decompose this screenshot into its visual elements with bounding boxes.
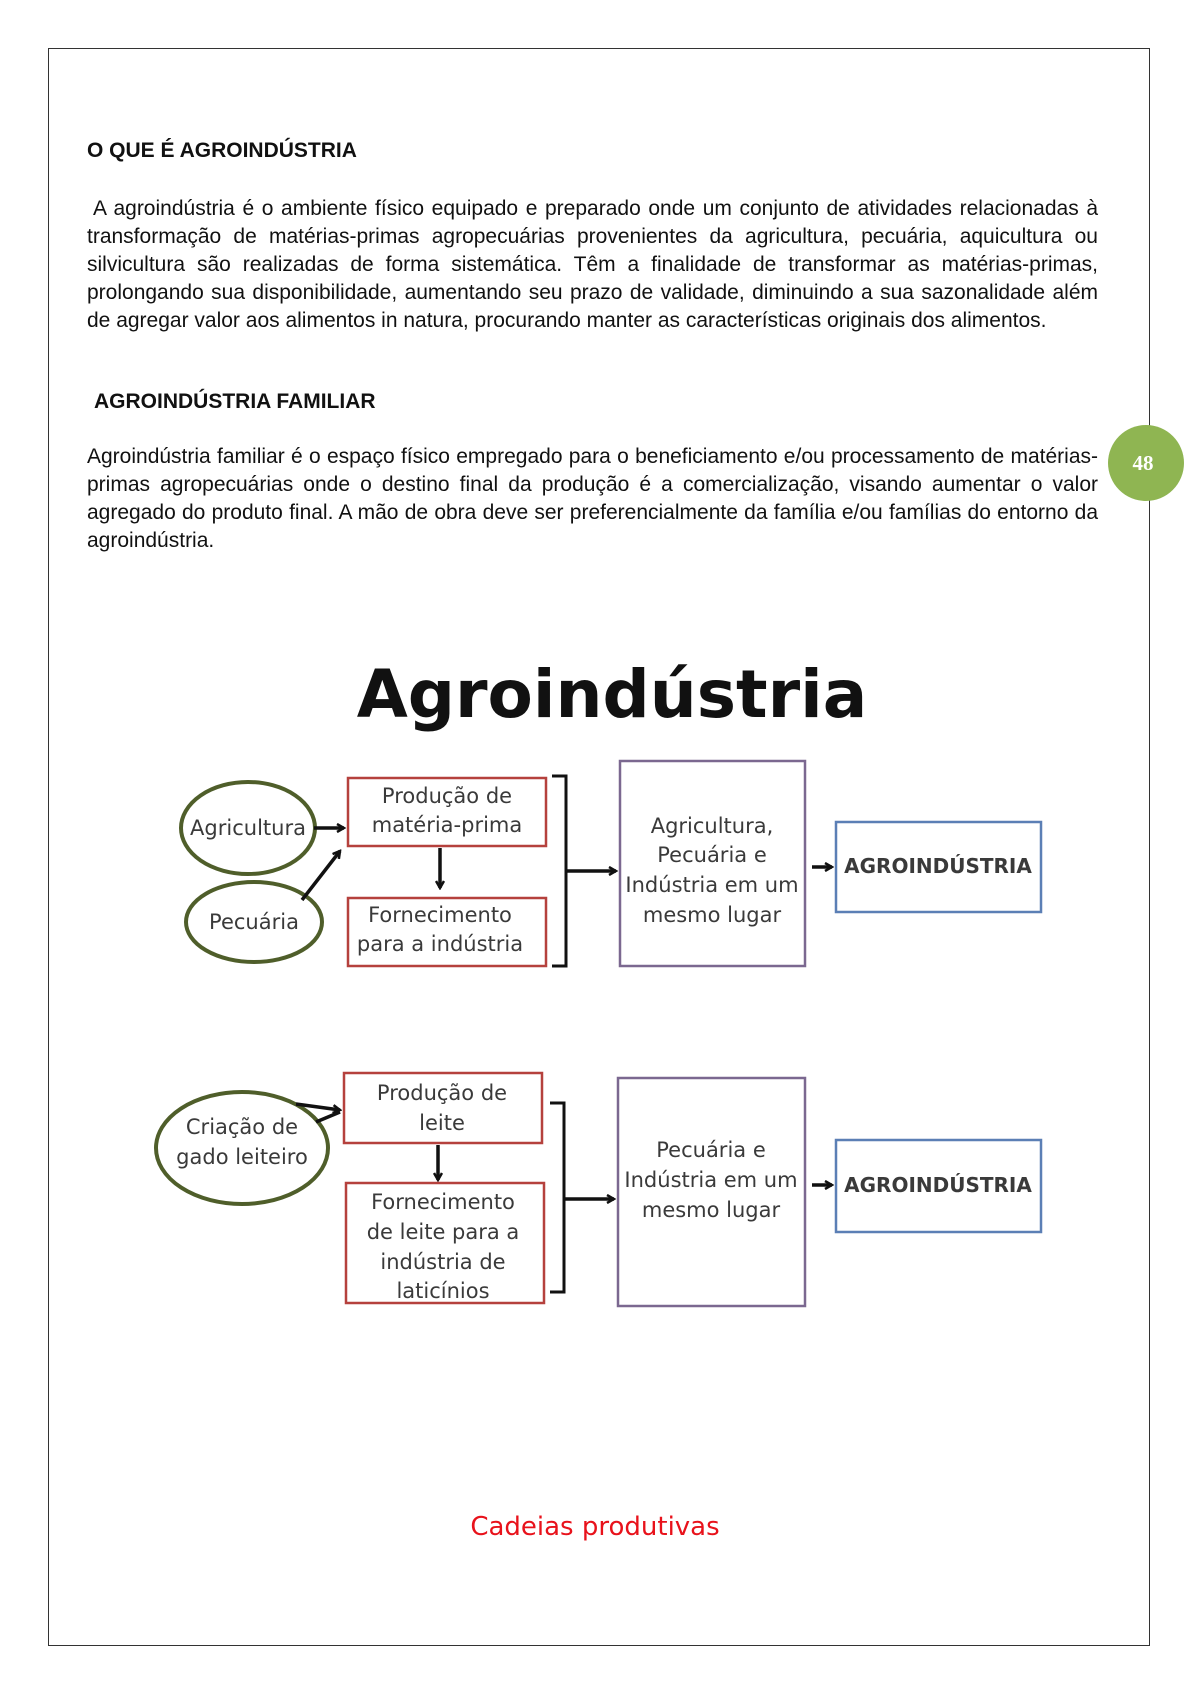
text-fornec-leite-line1: Fornecimento xyxy=(371,1190,515,1214)
text-combined1-line3: Indústria em um xyxy=(625,873,799,897)
text-fornec-leite-line3: indústria de xyxy=(380,1250,506,1274)
text-producao-line2: matéria-prima xyxy=(371,813,523,837)
text-producao-leite-line1: Produção de xyxy=(376,1081,508,1105)
text-fornec-leite-line4: laticínios xyxy=(396,1279,490,1303)
text-result-1: AGROINDÚSTRIA xyxy=(844,854,1032,878)
arrow-pecuaria-producao xyxy=(302,851,340,900)
bracket-flow1 xyxy=(552,776,566,966)
flow-1 xyxy=(181,761,1041,966)
bracket-flow2 xyxy=(550,1103,564,1292)
caption-cadeias-produtivas: Cadeias produtivas xyxy=(470,1512,720,1542)
section-heading-familiar: AGROINDÚSTRIA FAMILIAR xyxy=(94,390,376,413)
section-paragraph-agroindustria: A agroindústria é o ambiente físico equipado e preparado onde um conjunto de atividades relacionadas à transformação de matérias-primas agropecuárias provenientes da agricultura, pecuária, aquicultura ou silvicultura são realizadas de forma sistemática. Têm a finalidade de transformar as matérias-primas, prolongando sua disponibilidade, aumentando seu prazo de validade, diminuindo a sua sazonalidade além de agregar valor aos alimentos in natura, procurando manter as características originais dos alimentos. xyxy=(87,197,1098,332)
text-producao-line1: Produção de xyxy=(381,784,513,808)
box-combined-2 xyxy=(618,1078,805,1306)
text-combined2-line1: Pecuária e xyxy=(656,1138,766,1162)
text-fornecimento-line1: Fornecimento xyxy=(368,903,512,927)
text-gado-line2: gado leiteiro xyxy=(176,1145,308,1169)
text-gado-line1: Criação de xyxy=(185,1115,299,1139)
text-fornec-leite-line2: de leite para a xyxy=(366,1220,520,1244)
page-number-badge: 48 xyxy=(1108,425,1184,501)
text-combined1-line1: Agricultura, xyxy=(650,814,774,838)
text-combined1-line4: mesmo lugar xyxy=(642,903,782,927)
text-fornecimento-line2: para a indústria xyxy=(356,932,524,956)
label-agricultura: Agricultura xyxy=(190,816,306,840)
text-combined2-line3: mesmo lugar xyxy=(641,1198,781,1222)
text-combined2-line2: Indústria em um xyxy=(624,1168,798,1192)
label-pecuaria: Pecuária xyxy=(209,910,299,934)
arrow-gado-producao-2 xyxy=(316,1112,340,1122)
text-producao-leite-line2: leite xyxy=(419,1111,465,1135)
diagram-title: Agroindústria xyxy=(356,656,868,733)
section-heading-agroindustria: O QUE É AGROINDÚSTRIA xyxy=(87,139,357,162)
section-paragraph-familiar: Agroindústria familiar é o espaço físico empregado para o beneficiamento e/ou processamento de matérias-primas agropecuárias onde o destino final da produção é a comercialização, visando aumentar o valor agregado do produto final. A mão de obra deve ser preferencialmente da família e/ou famílias do entorno da agroindústria. xyxy=(87,445,1098,552)
text-combined1-line2: Pecuária e xyxy=(657,843,767,867)
text-result-2: AGROINDÚSTRIA xyxy=(844,1173,1032,1197)
flow-2 xyxy=(156,1073,1041,1306)
